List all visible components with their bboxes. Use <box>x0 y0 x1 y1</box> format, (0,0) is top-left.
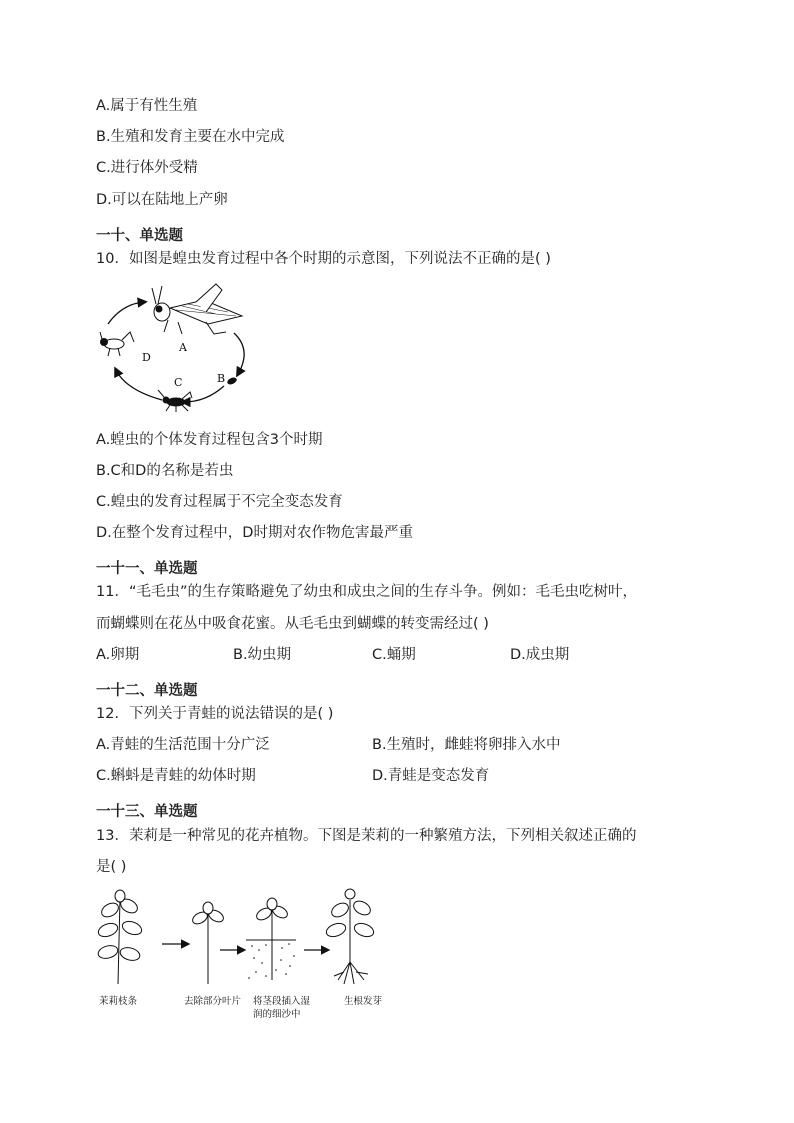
cycle-arrow-d-to-a <box>108 302 144 324</box>
q12-stem: 12．下列关于青蛙的说法错误的是( ) <box>96 706 334 722</box>
locust-life-cycle-figure <box>96 278 256 416</box>
locust-egg-icon <box>226 376 238 386</box>
cycle-arrow-b-to-c <box>184 386 224 402</box>
q13-heading: 一十三、单选题 <box>96 804 198 820</box>
q9-option-c: C.进行体外受精 <box>96 160 198 176</box>
label-d: D <box>142 351 151 364</box>
older-nymph-icon <box>100 332 134 356</box>
rooted-plant-icon <box>325 889 376 984</box>
adult-locust-icon <box>152 284 242 334</box>
q10-stem: 10．如图是蝗虫发育过程中各个时期的示意图，下列说法不正确的是( ) <box>96 251 551 267</box>
q12-heading: 一十二、单选题 <box>96 683 198 699</box>
q9-option-a: A.属于有性生殖 <box>96 98 198 114</box>
caption-insert-sand-line2: 润的细沙中 <box>253 1009 301 1020</box>
q9-option-d: D.可以在陆地上产卵 <box>96 192 228 208</box>
caption-root-sprout: 生根发芽 <box>344 996 383 1007</box>
caption-remove-leaves: 去除部分叶片 <box>184 996 242 1007</box>
cutting-in-sand-icon <box>246 898 296 980</box>
q11-option-a: A.卵期 <box>96 647 140 663</box>
q10-heading: 一十、单选题 <box>96 228 183 244</box>
cycle-arrow-a-to-b <box>234 333 244 374</box>
q10-option-b: B.C和D的名称是若虫 <box>96 463 234 479</box>
young-nymph-icon <box>158 390 192 412</box>
q11-stem-line1: 11．“毛毛虫”的生存策略避免了幼虫和成虫之间的生存斗争。例如：毛毛虫吃树叶， <box>96 584 637 600</box>
q12-option-c: C.蝌蚪是青蛙的幼体时期 <box>96 768 256 784</box>
cycle-arrow-c-to-d <box>116 370 162 400</box>
q10-option-c: C.蝗虫的发育过程属于不完全变态发育 <box>96 494 343 510</box>
q12-option-b: B.生殖时，雌蛙将卵排入水中 <box>372 737 561 753</box>
q11-option-d: D.成虫期 <box>510 647 570 663</box>
q10-option-d: D.在整个发育过程中，D时期对农作物危害最严重 <box>96 525 413 541</box>
q11-option-c: C.蛹期 <box>372 647 416 663</box>
jasmine-branch-icon <box>97 890 144 984</box>
q9-option-b: B.生殖和发育主要在水中完成 <box>96 129 285 145</box>
caption-jasmine-branch: 茉莉枝条 <box>99 996 138 1007</box>
q12-option-d: D.青蛙是变态发育 <box>372 768 490 784</box>
jasmine-cutting-figure <box>96 888 386 988</box>
q11-option-b: B.幼虫期 <box>233 647 292 663</box>
caption-insert-sand-line1: 将茎段插入湿 <box>253 996 311 1007</box>
q11-heading: 一十一、单选题 <box>96 561 198 577</box>
q11-stem-line2: 而蝴蝶则在花丛中吸食花蜜。从毛毛虫到蝴蝶的转变需经过( ) <box>96 616 489 632</box>
q10-option-a: A.蝗虫的个体发育过程包含3个时期 <box>96 432 323 448</box>
q12-option-a: A.青蛙的生活范围十分广泛 <box>96 737 270 753</box>
label-b: B <box>217 372 226 385</box>
q13-stem-line2: 是( ) <box>96 859 127 875</box>
q13-stem-line1: 13．茉莉是一种常见的花卉植物。下图是茉莉的一种繁殖方法，下列相关叙述正确的 <box>96 828 637 844</box>
label-a: A <box>179 341 187 354</box>
trimmed-stem-icon <box>191 902 226 984</box>
label-c: C <box>174 376 183 389</box>
